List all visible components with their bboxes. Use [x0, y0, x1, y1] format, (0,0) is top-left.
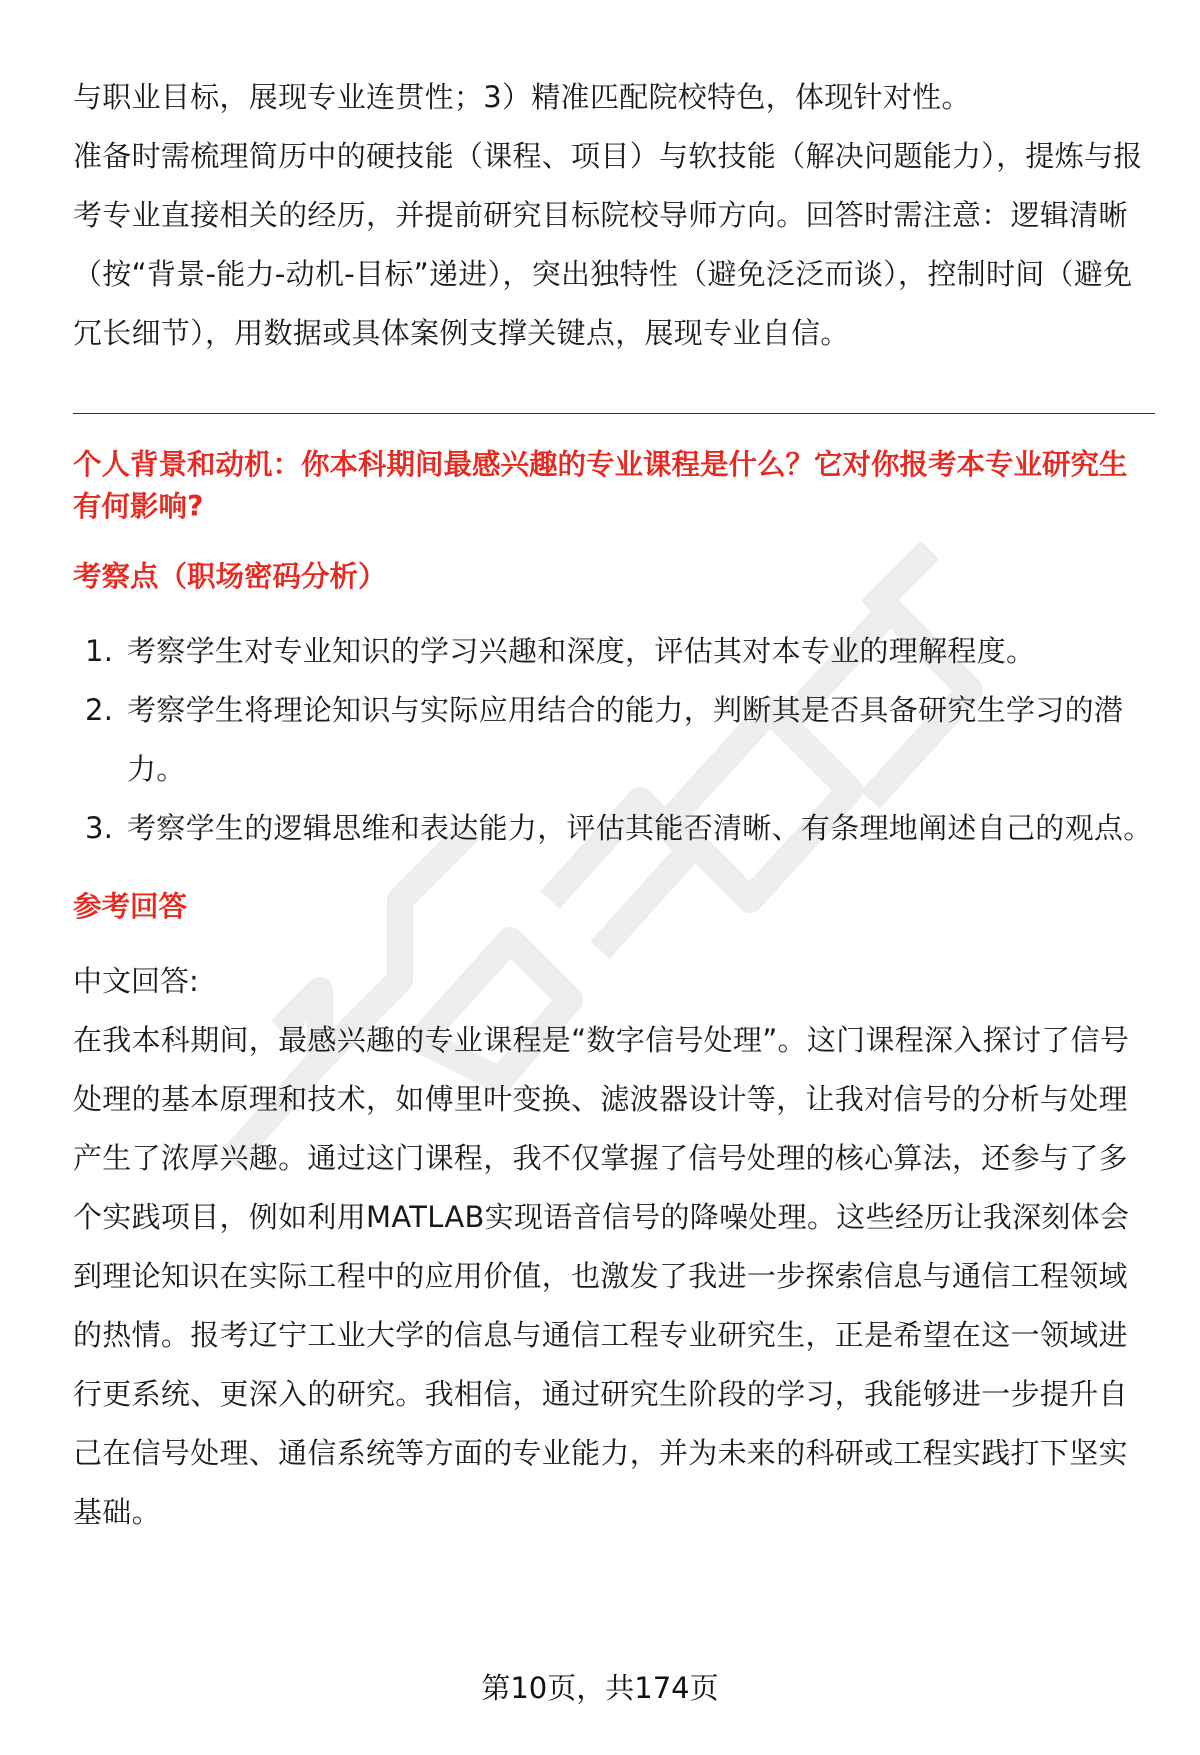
- list-item-text: 考察学生将理论知识与实际应用结合的能力，判断其是否具备研究生学习的潜力。: [127, 693, 1124, 786]
- chinese-answer-label: 中文回答:: [73, 964, 199, 998]
- intro-paragraph-2: 准备时需梳理简历中的硬技能（课程、项目）与软技能（解决问题能力），提炼与报考专业直接相关的经历，并提前研究目标院校导师方向。回答时需注意：逻辑清晰（按“背景-能力-动机-目标”递进），突出独特性（避免泛泛而谈），控制时间（避免冗长细节），用数据或具体案例支撑关键点，展现专业自信。: [73, 139, 1143, 350]
- exam-points-heading: 考察点（职场密码分析）: [73, 560, 387, 593]
- page-footer: 第10页，共174页: [481, 1671, 719, 1705]
- list-item: [73, 622, 1155, 681]
- list-item: [73, 681, 1155, 799]
- list-item-text: 考察学生对专业知识的学习兴趣和深度，评估其对本专业的理解程度。: [127, 634, 1036, 668]
- main-content: [73, 68, 1155, 1542]
- list-item-number: 3.: [85, 811, 114, 845]
- answer-paragraph: 在我本科期间，最感兴趣的专业课程是“数字信号处理”。这门课程深入探讨了信号处理的基本原理和技术，如傅里叶变换、滤波器设计等，让我对信号的分析与处理产生了浓厚兴趣。通过这门课程，我不仅掌握了信号处理的核心算法，还参与了多个实践项目，例如利用MATLAB实现语音信号的降噪处理。这些经历让我深刻体会到理论知识在实际工程中的应用价值，也激发了我进一步探索信息与通信工程领域的热情。报考辽宁工业大学的信息与通信工程专业研究生，正是希望在这一领域进行更系统、更深入的研究。我相信，通过研究生阶段的学习，我能够进一步提升自己在信号处理、通信系统等方面的专业能力，并为未来的科研或工程实践打下坚实基础。: [73, 1023, 1130, 1529]
- list-item: [73, 799, 1155, 858]
- intro-paragraph-1: 与职业目标，展现专业连贯性；3）精准匹配院校特色，体现针对性。: [73, 80, 971, 114]
- list-item-number: 2.: [85, 693, 114, 727]
- list-item-number: 1.: [85, 634, 114, 668]
- section-divider: [73, 413, 1155, 414]
- reference-answer-heading: 参考回答: [73, 890, 188, 923]
- exam-points-list: [73, 622, 1155, 858]
- list-item-text: 考察学生的逻辑思维和表达能力，评估其能否清晰、有条理地阐述自己的观点。: [127, 811, 1153, 845]
- question-title: 个人背景和动机：你本科期间最感兴趣的专业课程是什么？它对你报考本专业研究生有何影响?: [73, 448, 1128, 523]
